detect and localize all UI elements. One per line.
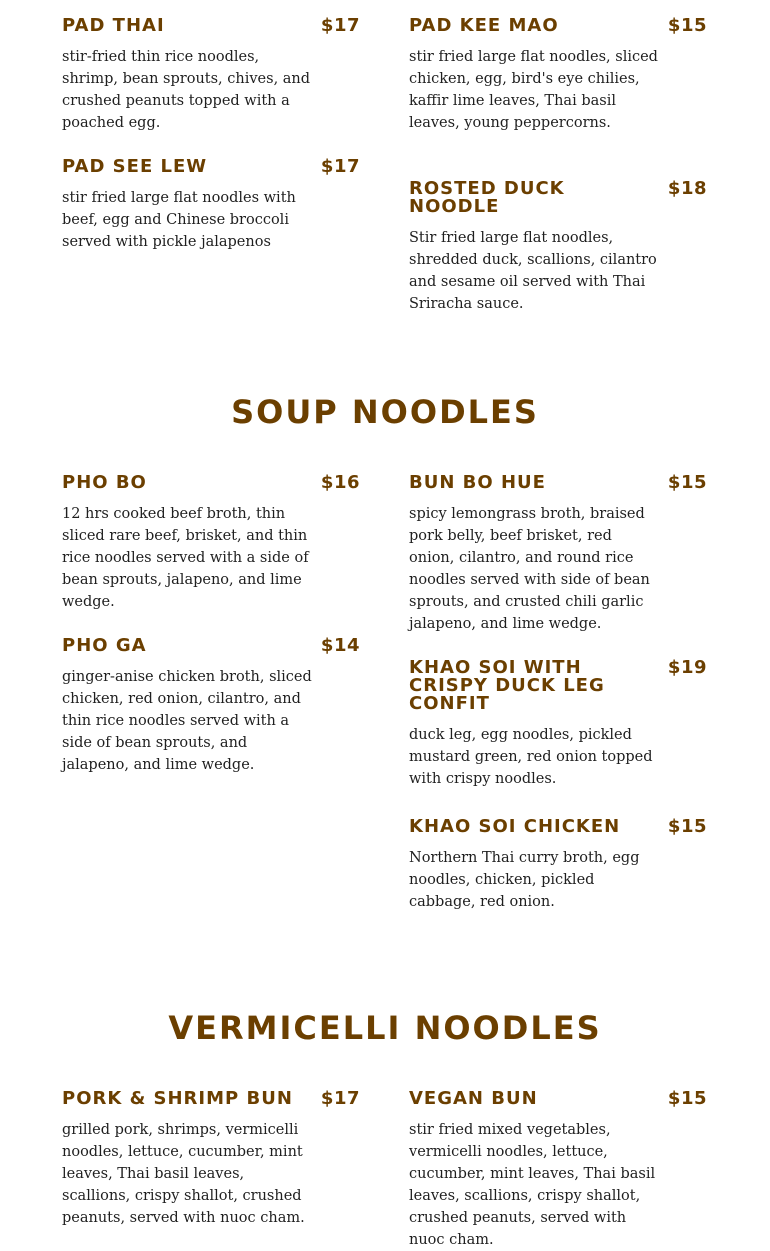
item-description: Northern Thai curry broth, egg noodles, chicken, pickled cabbage, red onion. [409, 850, 640, 910]
item-price: $15 [667, 1088, 707, 1109]
menu-item-pad-thai [62, 17, 360, 134]
item-price: $14 [320, 635, 360, 656]
item-price: $15 [667, 472, 707, 493]
item-description: spicy lemongrass broth, braised pork belly, beef brisket, red onion, cilantro, and round rice noodles served with side of bean sprouts, and crusted chili garlic jalapeno, and lime wedge. [409, 506, 650, 632]
menu-item-khao-soi-chicken [409, 818, 707, 913]
item-name: PAD THAI [62, 15, 165, 36]
menu-item-bun-bo-hue [409, 474, 707, 635]
item-name: PAD SEE LEW [62, 156, 208, 177]
section-title-soup-noodles: SOUP NOODLES [231, 393, 539, 431]
item-price: $19 [667, 657, 707, 678]
item-price: $17 [320, 1088, 360, 1109]
menu-item-rosted-duck-noodle [409, 180, 707, 315]
item-price: $15 [667, 816, 707, 837]
item-name: PHO GA [62, 635, 147, 656]
item-description: stir fried large flat noodles with beef, egg and Chinese broccoli served with pickle jalapenos [62, 190, 296, 250]
menu-item-pad-see-lew [62, 158, 360, 253]
item-price: $15 [667, 15, 707, 36]
item-description: Stir fried large flat noodles, shredded duck, scallions, cilantro and sesame oil served with Thai Sriracha sauce. [409, 230, 657, 312]
menu-item-pad-kee-mao [409, 17, 707, 134]
item-description: ginger-anise chicken broth, sliced chicken, red onion, cilantro, and thin rice noodles served with a side of bean sprouts, and jalapeno, and lime wedge. [62, 669, 312, 773]
menu-item-pho-ga [62, 637, 360, 776]
item-price: $16 [320, 472, 360, 493]
item-name: KHAO SOI CHICKEN [409, 816, 621, 837]
item-name: ROSTED DUCK NOODLE [409, 178, 565, 217]
menu-item-khao-soi-duck [409, 659, 707, 790]
item-description: stir-fried thin rice noodles, shrimp, bean sprouts, chives, and crushed peanuts topped with a poached egg. [62, 49, 311, 131]
item-description: stir fried large flat noodles, sliced chicken, egg, bird's eye chilies, kaffir lime leaves, Thai basil leaves, young peppercorns. [409, 49, 658, 131]
item-name: KHAO SOI WITH CRISPY DUCK LEG CONFIT [409, 657, 605, 714]
item-name: PHO BO [62, 472, 147, 493]
item-description: 12 hrs cooked beef broth, thin sliced rare beef, brisket, and thin rice noodles served with a side of bean sprouts, jalapeno, and lime wedge. [62, 506, 309, 610]
item-price: $17 [320, 15, 360, 36]
item-description: stir fried mixed vegetables, vermicelli noodles, lettuce, cucumber, mint leaves, Thai basil leaves, scallions, crispy shallot, crushed peanuts, served with nuoc cham. [409, 1122, 656, 1248]
item-name: VEGAN BUN [409, 1088, 538, 1109]
item-name: PAD KEE MAO [409, 15, 559, 36]
item-description: duck leg, egg noodles, pickled mustard green, red onion topped with crispy noodles. [409, 727, 653, 787]
section-title-vermicelli-noodles: VERMICELLI NOODLES [168, 1009, 602, 1047]
item-price: $18 [667, 178, 707, 199]
item-name: PORK & SHRIMP BUN [62, 1088, 293, 1109]
menu-item-pork-shrimp-bun [62, 1090, 360, 1229]
item-name: BUN BO HUE [409, 472, 546, 493]
item-price: $17 [320, 156, 360, 177]
item-description: grilled pork, shrimps, vermicelli noodles, lettuce, cucumber, mint leaves, Thai basil leaves, scallions, crispy shallot, crushed peanuts, served with nuoc cham. [62, 1122, 305, 1226]
menu-item-pho-bo [62, 474, 360, 613]
menu-item-vegan-bun [409, 1090, 707, 1251]
